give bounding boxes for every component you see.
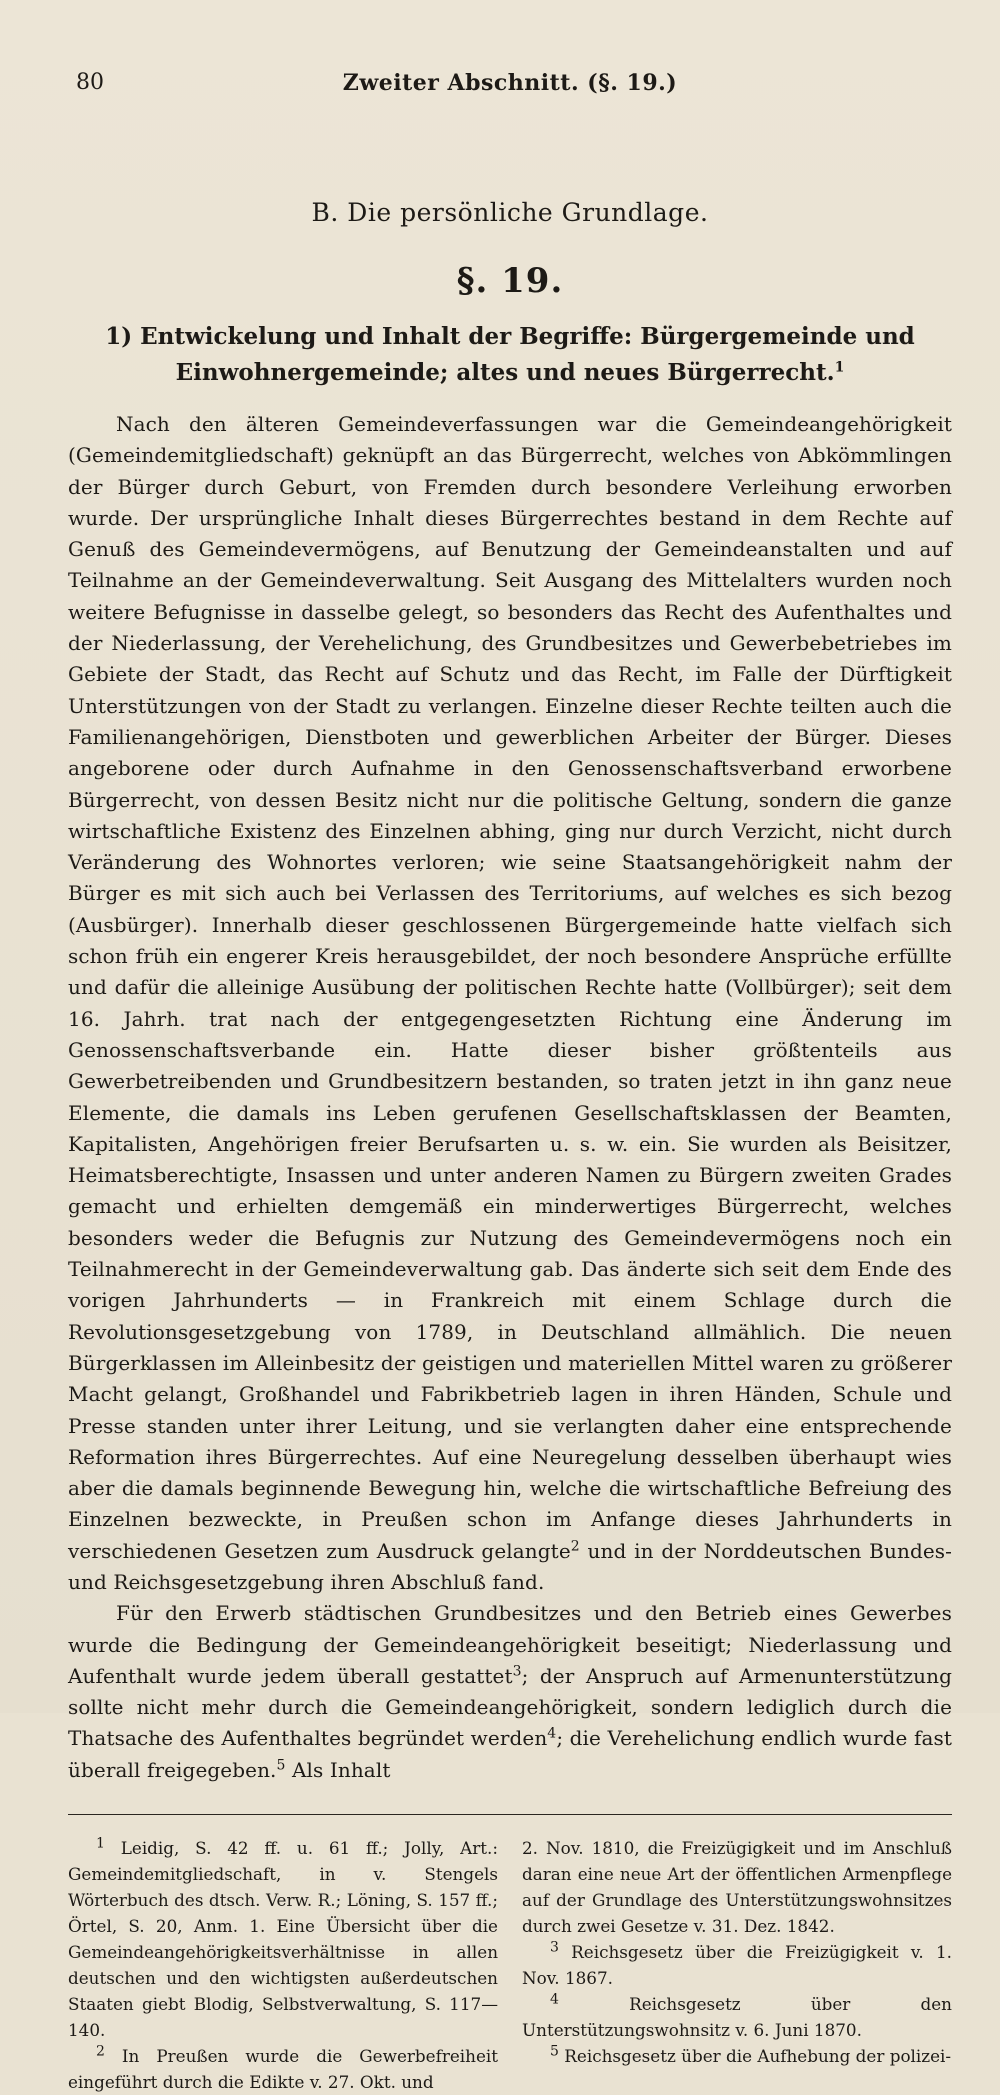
footnote-1-text: Leidig, S. 42 ff. u. 61 ff.; Jolly, Art.: Gemeindemitgliedschaft, in v. Stengels Wörterbuch des dtsch. Verw. R.; Löning, S. 157 ff.; Örtel, S. 20, Anm. 1. Eine Übersicht über die Gemeindeangehörigkeitsverhältnisse in allen deutschen und den wichtigsten außerdeutschen Staaten giebt Blodig, Selbstverwaltung, S. 117—140.: [68, 1838, 498, 2041]
footnote-2-marker: 2: [96, 2043, 105, 2060]
footnote-ref-4: 4: [547, 1725, 557, 1742]
body-paragraph-2: [68, 1598, 952, 1786]
subtitle-text: 1) Entwickelung und Inhalt der Begriffe: Bürgergemeinde und Einwohnergemeinde; altes und neues Bürgerrecht.: [105, 323, 915, 386]
body-paragraph-1: [68, 409, 952, 1598]
footnote-5-text: Reichsgesetz über die Aufhebung der polizei-: [558, 2046, 952, 2067]
footnote-1-marker: 1: [96, 1835, 105, 1852]
page-header: [68, 70, 952, 110]
running-title: Zweiter Abschnitt. (§. 19.): [342, 70, 678, 96]
page-number: 80: [76, 70, 104, 95]
body-text: [68, 409, 952, 1786]
footnote-ref-5: 5: [276, 1757, 286, 1774]
footnote-3-marker: 3: [550, 1939, 559, 1956]
footnote-ref-2: 2: [570, 1538, 580, 1555]
footnote-5: [522, 2043, 952, 2069]
footnotes-left-column: [68, 1835, 498, 2095]
footnote-1: [68, 1835, 498, 2043]
footnote-3: [522, 1939, 952, 1991]
footnote-4-marker: 4: [550, 1991, 559, 2008]
footnote-4: [522, 1991, 952, 2043]
section-heading: B. Die persönliche Grundlage.: [311, 198, 709, 227]
footnote-ref-1: 1: [834, 359, 845, 376]
body-paragraph-1-text: Nach den älteren Gemeindeverfassungen war die Gemeindeangehörigkeit (Gemeindemitgliedschaft) geknüpft an das Bürgerrecht, welches von Abkömmlingen der Bürger durch Geburt, von Fremden durch besondere Verleihung erworben wurde. Der ursprüngliche Inhalt dieses Bürgerrechtes bestand in dem Rechte auf Genuß des Gemeindevermögens, auf Benutzung der Gemeindeanstalten und auf Teilnahme an der Gemeindeverwaltung. Seit Ausgang des Mittelalters wurden noch weitere Befugnisse in dasselbe gelegt, so besonders das Recht des Aufenthaltes und der Niederlassung, der Verehelichung, des Grundbesitzes und Gewerbebetriebes im Gebiete der Stadt, das Recht auf Schutz und das Recht, im Falle der Dürftigkeit Unterstützungen von der Stadt zu verlangen. Einzelne dieser Rechte teilten auch die Familienangehörigen, Dienstboten und gewerblichen Arbeiter der Bürger. Dieses angeborene oder durch Aufnahme in den Genossenschaftsverband erworbene Bürgerrecht, von dessen Besitz nicht nur die politische Geltung, sondern die ganze wirtschaftliche Existenz des Einzelnen abhing, ging nur durch Verzicht, nicht durch Veränderung des Wohnortes verloren; wie seine Staatsangehörigkeit nahm der Bürger es mit sich auch bei Verlassen des Territoriums, auf welches es sich bezog (Ausbürger). Innerhalb dieser geschlossenen Bürgergemeinde hatte vielfach sich schon früh ein engerer Kreis herausgebildet, der noch besondere Ansprüche erfüllte und dafür die alleinige Ausübung der politischen Rechte hatte (Vollbürger); seit dem 16. Jahrh. trat nach der entgegengesetzten Richtung eine Änderung im Genossenschaftsverbande ein. Hatte dieser bisher größtenteils aus Gewerbetreibenden und Grundbesitzern bestanden, so traten jetzt in ihn ganz neue Elemente, die damals ins Leben gerufenen Gesellschaftsklassen der Beamten, Kapitalisten, Angehörigen freier Berufsarten u. s. w. ein. Sie wurden als Beisitzer, Heimatsberechtigte, Insassen und unter anderen Namen zu Bürgern zweiten Grades gemacht und erhielten demgemäß ein minderwertiges Bürgerrecht, welches besonders weder die Befugnis zur Nutzung des Gemeindevermögens noch ein Teilnahmerecht in der Gemeindeverwaltung gab. Das änderte sich seit dem Ende des vorigen Jahrhunderts — in Frankreich mit einem Schlage durch die Revolutionsgesetzgebung von 1789, in Deutschland allmählich. Die neuen Bürgerklassen im Alleinbesitz der geistigen und materiellen Mittel waren zu größerer Macht gelangt, Großhandel und Fabrikbetrieb lagen in ihren Händen, Schule und Presse standen unter ihrer Leitung, und sie verlangten daher eine entsprechende Reformation ihres Bürgerrechtes. Auf eine Neuregelung desselben überhaupt wies aber die damals beginnende Bewegung hin, welche die wirtschaftliche Befreiung des Einzelnen bezweckte, in Preußen schon im Anfange dieses Jahrhunderts in verschiedenen Gesetzen zum Ausdruck gelangte: [68, 412, 952, 1563]
footnote-4-text: Reichsgesetz über den Unterstützungswohnsitz v. 6. Juni 1870.: [522, 1994, 952, 2041]
footnote-2-text: In Preußen wurde die Gewerbefreiheit eingeführt durch die Edikte v. 27. Okt. und: [68, 2046, 498, 2093]
footnote-2: [68, 2043, 498, 2095]
footnote-ref-3: 3: [512, 1663, 522, 1680]
body-paragraph-2-text-a: Für den Erwerb städtischen Grundbesitzes und den Betrieb eines Gewerbes wurde die Bedingung der Gemeindeangehörigkeit beseitigt; Niederlassung und Aufenthalt wurde jedem überall gestattet: [68, 1601, 952, 1688]
subtitle: [68, 319, 952, 391]
footnote-3-text: Reichsgesetz über die Freizügigkeit v. 1. Nov. 1867.: [522, 1942, 952, 1989]
footnote-2-continued: 2. Nov. 1810, die Freizügigkeit und im Anschluß daran eine neue Art der öffentlichen Armenpflege auf der Grundlage des Unterstützungswohnsitzes durch zwei Gesetze v. 31. Dez. 1842.: [522, 1838, 952, 1937]
body-paragraph-2-text-d: Als Inhalt: [285, 1757, 391, 1782]
body-paragraph-2-text-b: ; der Anspruch auf Armenunterstützung sollte nicht mehr durch die Gemeindeangehörigkeit, sondern lediglich durch die Thatsache des Aufenthaltes begründet werden: [68, 1663, 952, 1751]
footnotes: [68, 1835, 952, 2095]
paragraph-number: §. 19.: [456, 261, 564, 301]
footnote-5-marker: 5: [550, 2043, 559, 2060]
body-paragraph-2-text-c: ; die Verehelichung endlich wurde fast überall freigegeben.: [68, 1726, 952, 1782]
footnote-divider: [68, 1814, 952, 1815]
body-paragraph-1-end: und in der Norddeutschen Bundes- und Reichsgesetzgebung ihren Abschluß fand.: [68, 1538, 953, 1594]
footnotes-right-column: [522, 1835, 952, 2095]
